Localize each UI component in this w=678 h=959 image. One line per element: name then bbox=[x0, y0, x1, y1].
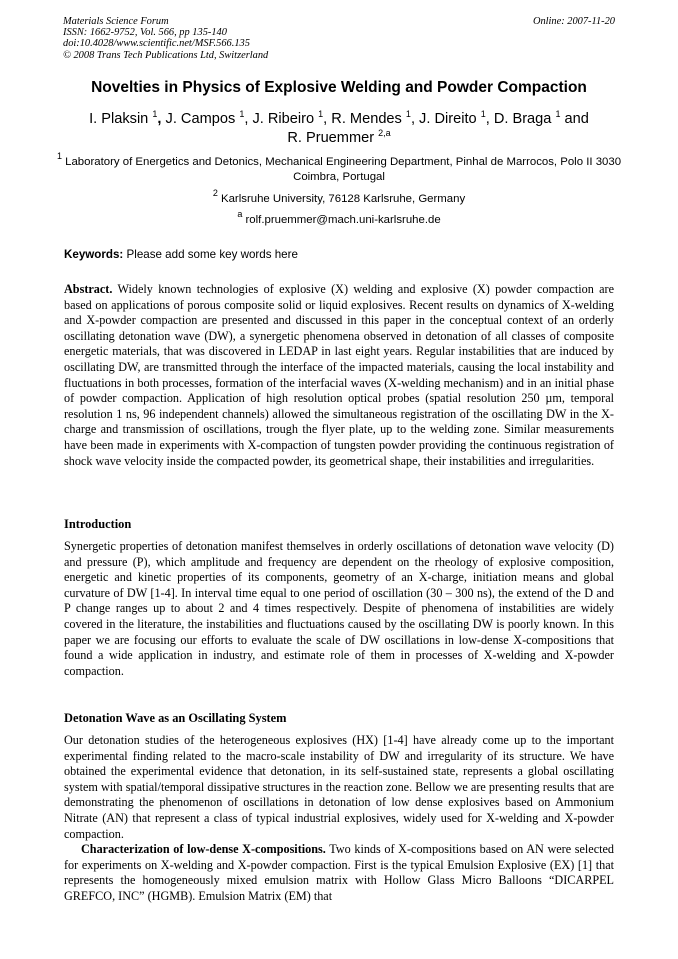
affiliation-text: Karlsruhe University, 76128 Karlsruhe, Germany bbox=[221, 193, 466, 205]
abstract-label: Abstract. bbox=[64, 282, 113, 296]
author-affil-mark: 2,a bbox=[378, 128, 391, 138]
introduction-body bbox=[64, 539, 614, 679]
email-text: rolf.pruemmer@mach.uni-karlsruhe.de bbox=[245, 214, 441, 226]
author-conjunction: and bbox=[564, 111, 589, 127]
introduction-heading: Introduction bbox=[64, 517, 132, 531]
author-affil-mark: 1 bbox=[555, 109, 561, 119]
keywords bbox=[64, 248, 616, 262]
characterization-label: Characterization of low-dense X-compositions. bbox=[81, 842, 326, 857]
author-name: R. Pruemmer bbox=[287, 130, 375, 146]
author-affil-mark: 1 bbox=[480, 109, 486, 119]
affiliation-mark: a bbox=[237, 209, 243, 219]
journal-header bbox=[63, 16, 615, 61]
author-name: J. Campos bbox=[165, 111, 236, 127]
detonation-text: Our detonation studies of the heterogeneous explosives (HX) [1-4] have already come up to the important experimental finding related to the macro-scale instability of DW and irregularity of its structure. We have obtained the experimental evidence that detonation, in its self-sustained state, represents a global oscillating system with spatial/temporal dissipative structures in the reaction zone. Bellow we are presenting results that are demonstrating the phenomenon of oscillations in detonation of low dense explosives based on Ammonium Nitrate (AN) that represent a class of typical industrial explosives, widely used for X-welding and X-powder compaction. bbox=[64, 733, 614, 841]
keywords-label: Keywords: bbox=[64, 248, 124, 261]
introduction-text: Synergetic properties of detonation manifest themselves in orderly oscillations of detonation wave velocity (D) and pressure (P), which amplitude and frequency are dependent on the rheology of explosive composition, energetic and kinetic properties of its components, geometry of an X-charge, initiation means and global curvature of DW [1-4]. In interval time equal to one period of oscillation (30 – 300 ns), the extend of the D and P change ranges up to about 2 and 4 times respectively. Despite of phenomena of instabilities are widely covered in the literature, the instabilities and fluctuations caused by the oscillating DW is poorly known. In this paper we are focusing our efforts to evaluate the scale of DW oscillations in low-dense X-compositions that found a wide application in industry, and estimate role of them in processes of X-welding and X-powder compaction. bbox=[64, 539, 614, 678]
affiliation-mark: 1 bbox=[56, 151, 62, 161]
author-affil-mark: 1 bbox=[405, 109, 411, 119]
author-affil-mark: 1 bbox=[152, 109, 158, 119]
author-name: D. Braga bbox=[493, 111, 552, 127]
author-list: I. Plaksin $^1$, J. Campos $^1$, J. Ribeiro $^1$, R. Mendes $^1$, J. Direito $^1$, D. Braga $^1$ and R. Pruemmer $^{2,a}$ bbox=[89, 109, 589, 146]
author-affil-mark: 1 bbox=[318, 109, 324, 119]
affiliation-mark: 2 bbox=[212, 188, 218, 198]
keywords-text: Please add some key words here bbox=[126, 248, 298, 261]
abstract bbox=[64, 282, 614, 469]
affiliation-1 bbox=[40, 151, 638, 184]
copyright-line: © 2008 Trans Tech Publications Ltd, Switzerland bbox=[63, 49, 269, 61]
issn-line: ISSN: 1662-9752, Vol. 566, pp 135-140 bbox=[63, 27, 227, 39]
author-name: I. Plaksin bbox=[89, 111, 149, 127]
paper-title: Novelties in Physics of Explosive Welding and Powder Compaction bbox=[91, 79, 587, 96]
affiliation-2 bbox=[40, 188, 638, 207]
detonation-heading: Detonation Wave as an Oscillating System bbox=[64, 711, 287, 725]
author-name: R. Mendes bbox=[331, 111, 402, 127]
characterization-text: Two kinds of X-compositions based on AN were selected for experiments on X-welding and X-powder compaction. First is the typical Emulsion Explosive (EX) [1] that represents the homogeneously mixed emulsion matrix with Hollow Glass Micro Balloons “DICARPEL GREFCO, INC” (HGMB). Emulsion Matrix (EM) that bbox=[64, 842, 615, 903]
author-email bbox=[40, 209, 638, 228]
author-name: J. Ribeiro bbox=[252, 111, 315, 127]
journal-name: Materials Science Forum bbox=[63, 16, 169, 27]
doi-line: doi:10.4028/www.scientific.net/MSF.566.135 bbox=[63, 38, 250, 50]
abstract-text: Widely known technologies of explosive (X) welding and explosive (X) powder compaction are based on applications of porous composite solid or liquid explosives. Recent results on dynamics of X-welding and X-powder compaction are presented and discussed in this paper in the conceptual context of an orderly oscillating detonation wave (DW), a synergetic phenomena observed in detonation of all classes of composite energetic materials, that was discovered in LEDAP in last eight years. Regular instabilities that are induced by oscillating DW, are transmitted through the interface of the impacted materials, causing the local instability and fluctuations in both processes, formation of the interfacial waves (X-welding mechanism) and in an initial phase of powder compaction. Application of high resolution optical probes (spatial resolution 250 µm, temporal resolution 1 ns, 96 independent channels) allowed the simultaneous registration of the oscillating DW in the X-charge and transmission of oscillations, trough the flyer plate, up to the welding zone. Similar measurements have been made in experiments with X-compaction of tungsten powder providing the continuous registration of shock wave velocity inside the compacted powder, its geometrical shape, their instabilities and irregularities. bbox=[64, 282, 615, 468]
online-date: Online: 2007-11-20 bbox=[532, 16, 615, 27]
affiliation-text: Laboratory of Energetics and Detonics, Mechanical Engineering Department, Pinhal de Marrocos, Polo II 3030 Coimbra, Portugal bbox=[65, 156, 622, 183]
author-name: J. Direito bbox=[419, 111, 477, 127]
detonation-body bbox=[64, 733, 614, 905]
author-affil-mark: 1 bbox=[239, 109, 245, 119]
